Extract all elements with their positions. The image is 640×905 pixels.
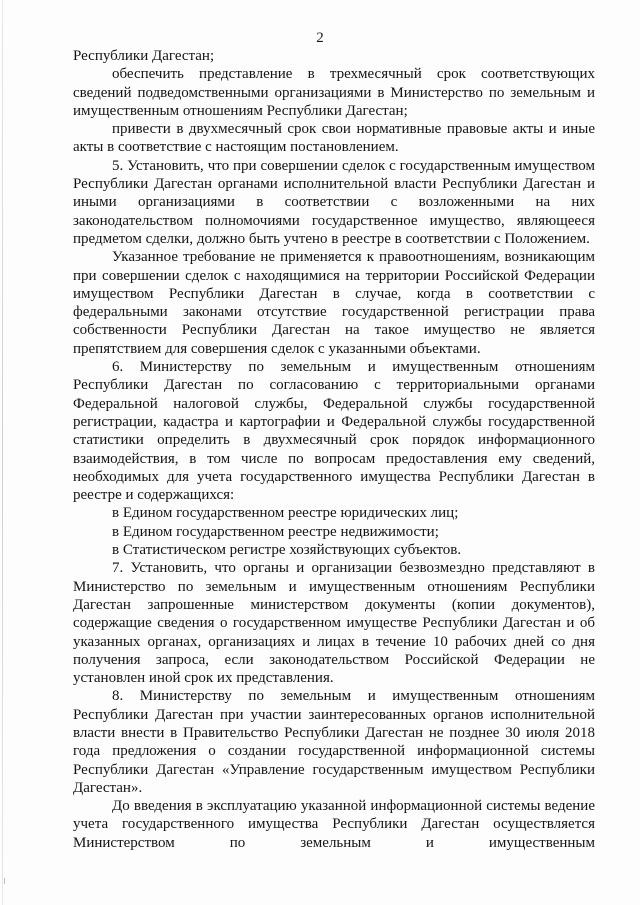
paragraph-until-system-launch: До введения в эксплуатацию указанной информационной системы ведение учета государственного имущества Республики Дагестан осуществляется Министерством по земельным и имущественным [73, 798, 595, 851]
list-item-legal-entities-register: в Едином государственном реестре юридических лиц; [112, 505, 459, 522]
paragraph-continuation: Республики Дагестан; [73, 48, 215, 64]
paragraph-item-8: 8. Министерству по земельным и имущественным отношениям Республики Дагестан при участии заинтересованных органов исполнительной власти внести в Правительство Республики Дагестан не позднее 30 июля 2018 года предложения о создании государственной информационной системы Республики Дагестан «Управление государственным имуществом Республики Дагестан». [73, 688, 595, 796]
paragraph-item-5-exception: Указанное требование не применяется к правоотношениям, возникающим при совершении сделок с находящимися на территории Российской Федерации имуществом Республики Дагестан в случае, когда в соответствии с федеральными законами отсутствие государственной регистрации права собственности Республики Дагестан на такое имущество не является препятствием для совершения сделок с указанными объектами. [73, 249, 595, 357]
paragraph-item-7: 7. Установить, что органы и организации безвозмездно представляют в Министерство по земельным и имущественным отношениям Республики Дагестан запрошенные министерством документы (копии документов), содержащие сведения о государственном имуществе Республики Дагестан и об указанных органах, организациях и лицах в течение 10 рабочих дней со дня получения запроса, если законодательством Российской Федерации не установлен иной срок их представления. [73, 560, 595, 687]
paragraph-provide-info: обеспечить представление в трехмесячный срок соответствующих сведений подведомственными организациями в Министерство по земельным и имущественным отношениям Республики Дагестан; [73, 66, 595, 119]
paragraph-item-5: 5. Установить, что при совершении сделок с государственным имуществом Республики Дагестан органами исполнительной власти Республики Дагестан и иными организациями в соответствии с возложенными на них законодательством полномочиями государственное имущество, являющееся предметом сделки, должно быть учтено в реестре в соответствии с Положением. [73, 157, 595, 247]
paragraph-bring-acts: привести в двухмесячный срок свои нормативные правовые акты и иные акты в соответствие с настоящим постановлением. [73, 121, 595, 156]
scan-edge-shadow [2, 0, 3, 905]
document-body [73, 47, 595, 852]
page-number: 2 [316, 30, 324, 46]
paragraph-item-6: 6. Министерству по земельным и имущественным отношениям Республики Дагестан по согласованию с территориальными органами Федеральной налоговой службы, Федеральной службы государственной регистрации, кадастра и картографии и Федеральной службы государственной статистики определить в двухмесячный срок порядок информационного взаимодействия, в том числе по вопросам предоставления ему сведений, необходимых для учета государственного имущества Республики Дагестан в реестре и содержащихся: [73, 359, 595, 504]
list-item-statistical-register: в Статистическом регистре хозяйствующих субъектов. [112, 542, 462, 559]
list-item-real-estate-register: в Едином государственном реестре недвижимости; [112, 523, 439, 540]
scan-artifact-mark [4, 878, 11, 884]
